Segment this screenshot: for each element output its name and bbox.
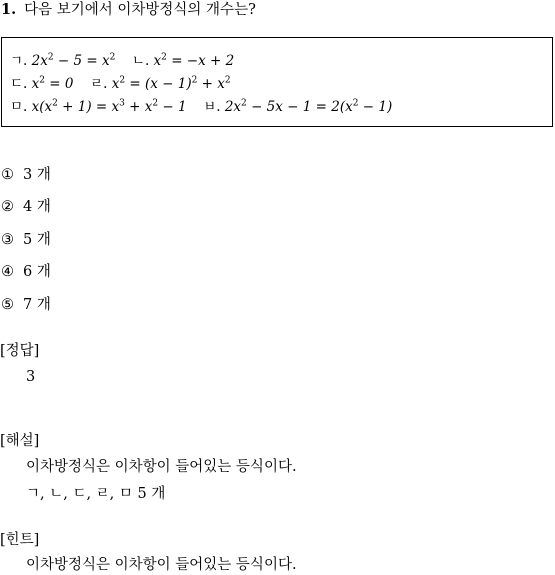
explanation-label: [해설] [0, 433, 40, 449]
explanation-line-1: 이차방정식은 이차항이 들어있는 등식이다. [26, 459, 297, 475]
example-equation-mieum: $x(x^2 + 1) = x^3 + x^2 - 1$ [31, 98, 187, 115]
choice-label: 3 개 [23, 167, 51, 183]
example-label-mieum: ㅁ. [10, 99, 28, 115]
example-equation-bieup: $2x^2 - 5x - 1 = 2(x^2 - 1)$ [224, 98, 393, 115]
answer-label: [정답] [0, 343, 40, 359]
choice-5[interactable] [1, 295, 51, 315]
example-label-nieun: ㄴ. [131, 53, 150, 69]
example-equation-giyeok: $2x^2 - 5 = x^2$ [31, 52, 116, 69]
examples-box [1, 37, 553, 127]
example-label-bieup: ㅂ. [203, 99, 221, 115]
example-label-rieul: ㄹ. [90, 76, 108, 92]
choice-mark: ③ [1, 232, 14, 248]
question-number: 1. [1, 1, 17, 18]
choice-label: 7 개 [23, 297, 51, 313]
question-heading [1, 0, 256, 20]
choice-mark: ② [1, 199, 14, 215]
choice-3[interactable] [1, 230, 51, 250]
examples-line-1 [10, 52, 234, 70]
choice-mark: ④ [1, 264, 14, 280]
example-label-giyeok: ㄱ. [10, 53, 28, 69]
choice-mark: ① [1, 167, 14, 183]
choice-mark: ⑤ [1, 297, 14, 313]
choice-label: 5 개 [23, 232, 51, 248]
example-label-digeut: ㄷ. [10, 76, 28, 92]
choice-label: 4 개 [23, 199, 51, 215]
example-equation-rieul: $x^2 = (x - 1)^2 + x^2$ [111, 75, 231, 92]
examples-line-3 [10, 98, 392, 116]
choice-label: 6 개 [23, 264, 51, 280]
hint-line-1: 이차방정식은 이차항이 들어있는 등식이다. [26, 557, 297, 573]
hint-label: [힌트] [0, 532, 40, 548]
question-text: 다음 보기에서 이차방정식의 개수는? [24, 2, 256, 18]
explanation-line-2: ㄱ, ㄴ, ㄷ, ㄹ, ㅁ 5 개 [26, 486, 166, 502]
example-equation-nieun: $x^2 = -x + 2$ [153, 52, 235, 69]
choice-2[interactable] [1, 197, 51, 217]
answer-value: 3 [26, 369, 36, 385]
choice-4[interactable] [1, 262, 51, 282]
choice-1[interactable] [1, 165, 51, 185]
examples-line-2 [10, 75, 231, 93]
example-equation-digeut: $x^2 = 0$ [31, 75, 74, 92]
